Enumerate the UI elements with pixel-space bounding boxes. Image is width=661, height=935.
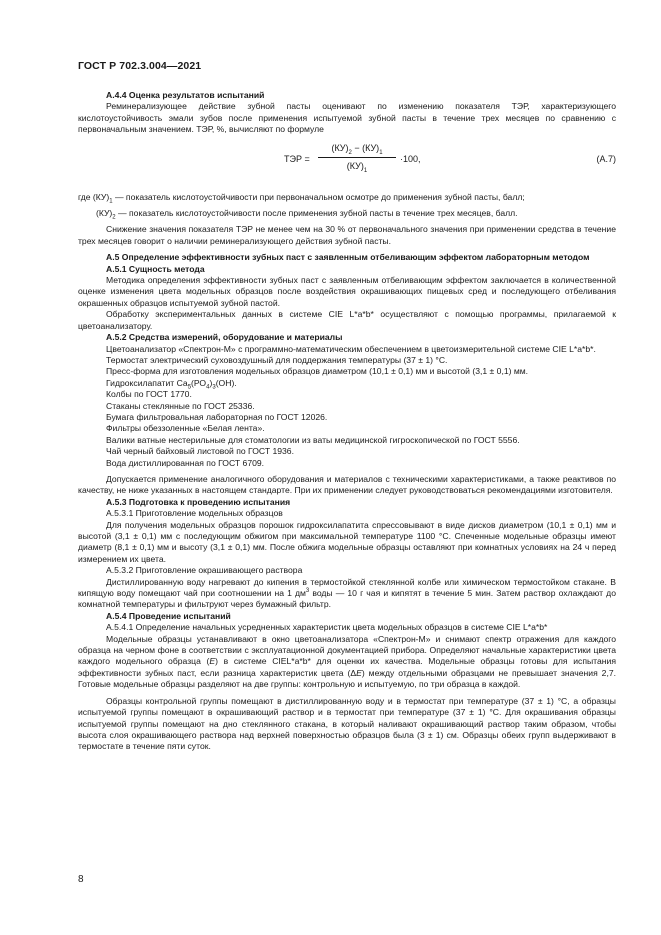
section-a541-paragraph-2: Образцы контрольной группы помещают в дистиллированную воду и в термостат при температуре (37 ± 1) °С, а образцы испытуемой группы помещают в окрашивающий раствор и в термостат при температуре (37 ± 1) °С. Для окрашивания образцы испытуемой группы помещают на дно стеклянного стакана, в который наливают окрашивающий раствор таким образом, чтобы высота слоя окрашивающего раствора над верхней поверхностью образцов была (3 ± 1) см. Образцы обеих групп выдерживают в термостате в течение пяти суток. (78, 695, 616, 752)
section-a532-paragraph (78, 577, 616, 611)
ha-suffix: (ОН). (215, 377, 237, 388)
num-term-a-sub: 2 (348, 149, 352, 156)
ha-sub-2: 4 (206, 384, 210, 391)
a541-text-b: ) в системе CIEL*a*b* для оценки их качества. Модельные образцы готовы для испытания эффективности зубных паст, если разница характеристик цвета (Δ (78, 656, 616, 678)
equipment-note: Допускается применение аналогичного оборудования и материалов с техническими характеристиками, а также реактивов по качеству, не ниже указанных в настоящем стандарте. При их применении следует руководствоваться рекомендациями изготовителя. (78, 473, 616, 496)
definition-ku2 (78, 208, 616, 219)
a541-text-c: ) между отдельными образцами не превышает значения 2,7. Готовые модельные образцы разделяют на две группы: контрольную и испытуемую, по три образца в каждой. (78, 667, 616, 690)
formula-lhs: ТЭР = (284, 153, 310, 164)
section-a532-title: А.5.3.2 Приготовление окрашивающего раствора (106, 565, 303, 576)
equipment-item: Пресс-форма для изготовления модельных образцов диаметром (10,1 ± 0,1) мм и высотой (3,1 ± 0,1) мм. (106, 366, 529, 377)
def1-prefix: где (КУ) (78, 191, 110, 202)
equipment-item: Фильтры обеззоленные «Белая лента». (106, 423, 265, 434)
a532-sup: 3 (305, 588, 310, 595)
a541-e-symbol-2: E (356, 667, 362, 678)
def2-prefix: (КУ) (96, 208, 113, 219)
section-a44-title: А.4.4 Оценка результатов испытаний (106, 90, 265, 100)
ha-sub-1: 5 (187, 384, 192, 391)
section-a51-paragraph-2: Обработку экспериментальных данных в системе CIE L*a*b* осуществляют с помощью программы, прилагаемой к цветоанализатору. (78, 309, 616, 331)
section-a531-paragraph: Для получения модельных образцов порошок гидроксилапатита спрессовывают в виде дисков диаметром (10,1 ± 0,1) мм и высотой (3,1 ± 0,1) мм с последующим обжигом при максимальной температуре 1100 °С. Спеченные модельные образцы имеют диаметр (8,1 ± 0,1) мм и высоту (3,1 ± 0,1) мм. После обжига модельные образцы оставляют при комнатных условиях на 24 ч перед измерением их цвета. (78, 519, 616, 564)
section-a53-title: А.5.3 Подготовка к проведению испытания (106, 496, 291, 507)
section-a44-paragraph-2: Снижение значения показателя ТЭР не менее чем на 30 % от первоначального значения при применении средства в течение трех месяцев говорит о наличии реминерализующего действия зубной пасты. (78, 224, 616, 246)
equipment-item: Бумага фильтровальная лабораторная по ГОСТ 12026. (106, 411, 328, 422)
num-term-b-sub: 1 (379, 149, 383, 156)
equipment-item: Термостат электрический суховоздушный для поддержания температуры (37 ± 1) °С. (106, 354, 448, 365)
num-term-a: (КУ) (331, 142, 349, 153)
document-body (78, 90, 616, 753)
equipment-item: Вода дистиллированная по ГОСТ 6709. (106, 457, 265, 468)
section-a52-title: А.5.2 Средства измерений, оборудование и материалы (106, 332, 343, 343)
ha-prefix: Гидроксилапатит Са (106, 377, 188, 388)
section-a5-title: А.5 Определение эффективности зубных паст с заявленным отбеливающим эффектом лабораторным методом (106, 252, 590, 263)
section-a51-title: А.5.1 Сущность метода (106, 263, 205, 274)
equipment-item: Колбы по ГОСТ 1770. (106, 389, 192, 400)
formula-denominator (318, 158, 396, 172)
definition-ku1 (78, 192, 616, 203)
equipment-item: Валики ватные нестерильные для стоматологии из ваты медицинской гигроскопической по ГОСТ 5556. (106, 434, 520, 445)
equipment-item-hydroxyapatite (78, 378, 616, 389)
ha-sub-3: 3 (212, 384, 216, 391)
minus-sign: − (351, 142, 363, 153)
den-term-sub: 1 (363, 167, 368, 174)
equipment-item: Стаканы стеклянные по ГОСТ 25336. (106, 400, 255, 411)
page-number: 8 (78, 874, 84, 885)
document-header: ГОСТ Р 702.3.004—2021 (78, 60, 202, 72)
def1-sub: 1 (109, 198, 113, 205)
section-a541-paragraph-1 (78, 634, 616, 691)
section-a531-title: А.5.3.1 Приготовление модельных образцов (106, 508, 283, 519)
equipment-item: Цветоанализатор «Спектрон-М» с программно-математическим обеспечением в цветоизмерительной системе CIE L*a*b*. (106, 343, 596, 354)
formula-rhs: ·100, (400, 153, 421, 164)
def2-sub: 2 (112, 214, 116, 221)
a532-text-a: Дистиллированную воду нагревают до кипения в термостойкой стеклянной колбе или химическом термостойком стакане. В кипящую воду помещают чай при соотношении на 1 дм (78, 576, 616, 599)
section-a54-title: А.5.4 Проведение испытаний (106, 610, 231, 621)
section-a51-paragraph-1: Методика определения эффективности зубных паст с заявленным отбеливающим эффектом заключается в количественной оценке изменения цвета модельных образцов после воздействия окрашивающих пищевых сред и последующего отбеливания окрашенных образцов испытуемой зубной пастой. (78, 275, 616, 308)
equipment-item: Чай черный байховый листовой по ГОСТ 1936. (106, 446, 294, 457)
formula-numerator (318, 143, 396, 158)
formula-fraction (318, 143, 396, 173)
formula-number: (А.7) (596, 153, 616, 164)
def2-text: — показатель кислотоустойчивости после применения зубной пасты в течение трех месяцев, балл. (115, 208, 518, 219)
ha-mid: (РО (191, 377, 207, 388)
ha-mid-2: ) (209, 377, 213, 388)
formula-a7 (78, 140, 616, 186)
section-a541-title: А.5.4.1 Определение начальных усредненных характеристик цвета модельных образцов в системе CIE L*a*b* (106, 622, 548, 633)
num-term-b: (КУ) (362, 142, 380, 153)
section-a44-paragraph-1: Реминерализующее действие зубной пасты оценивают по изменению показателя ТЭР, характеризующего кислотоустойчивость эмали зубов после применения испытуемой зубной пасты в течение трех месяцев по сравнению с первоначальным значением. ТЭР, %, вычисляют по формуле (78, 101, 616, 135)
def1-text: — показатель кислотоустойчивости при первоначальном осмотре до применения зубной пасты, балл; (112, 191, 525, 202)
a541-e-symbol: Е (209, 656, 216, 667)
a532-text-b: воды — 10 г чая и кипятят в течение 5 мин. Затем раствор охлаждают до комнатной температуры и фильтруют через бумажный фильтр. (78, 588, 616, 610)
den-term: (КУ) (346, 161, 364, 172)
a541-text-a: Модельные образцы устанавливают в окно цветоанализатора «Спектрон-М» и снимают спектр отражения для каждого образца на черном фоне в соответствии с эксплуатационной документацией прибора. Определяют начальные характеристики цвета каждого модельного образца ( (78, 633, 616, 667)
